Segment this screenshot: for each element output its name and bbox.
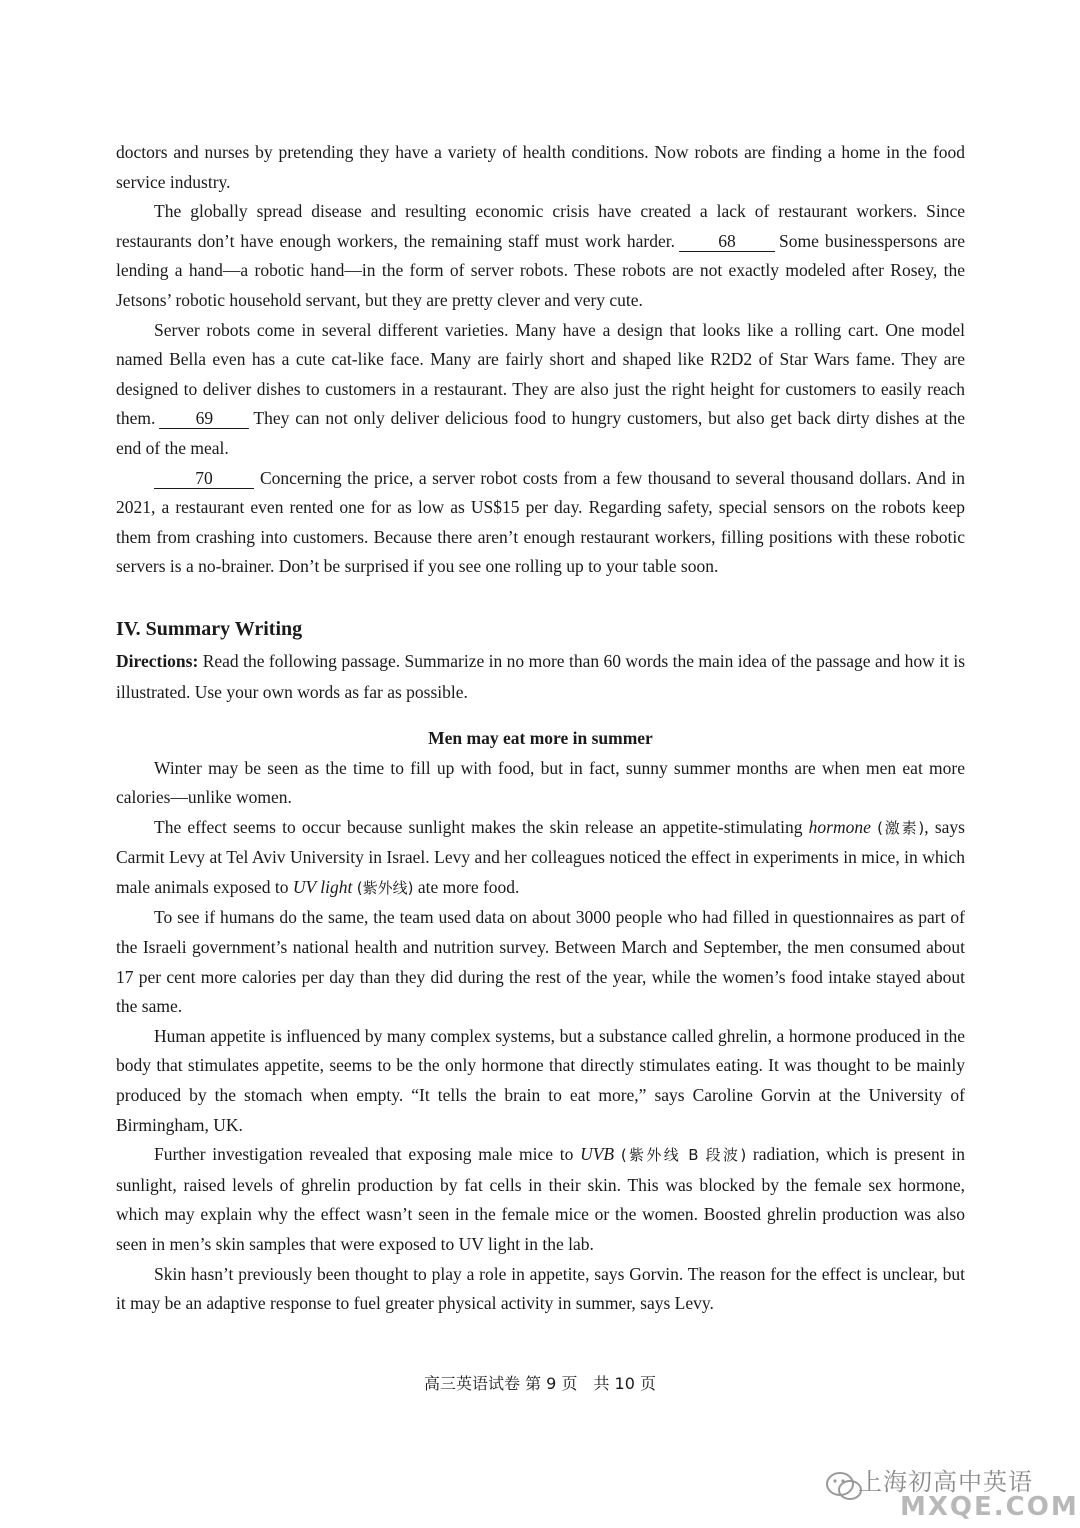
watermark-site: MXQE.COM xyxy=(900,1492,1079,1522)
section-directions: Directions: Read the following passage. Summarize in no more than 60 words the main idea of the passage and how it is illustrated. Use your own words as far as possible. xyxy=(116,650,966,702)
section-heading: IV. Summary Writing xyxy=(116,617,303,640)
passage-paragraph-4: 70 Concerning the price, a server robot costs from a few thousand to several thousand dollars. And in 2021, a restaurant even rented one for as low as US$15 per day. Regarding safety, special sensors on the robots keep them from crashing into customers. Because there aren’t enough restaurant workers, filling positions with these robotic servers is a no-brainer. Don’t be surprised if you see one rolling up to your table soon. xyxy=(116,467,965,577)
article-paragraph-2: The effect seems to occur because sunlight makes the skin release an appetite-stimulating hormone (激素), says Carmit Levy at Tel Aviv University in Israel. Levy and her colleagues noticed the effect in experiments in mice, in which male animals exposed to UV light (紫外线) ate more food. xyxy=(116,816,965,897)
passage-paragraph-1: doctors and nurses by pretending they have a variety of health conditions. Now robots are finding a home in the food service industry. xyxy=(116,142,965,192)
gloss-hormone: (激素) xyxy=(877,818,925,837)
passage-paragraph-3: Server robots come in several different varieties. Many have a design that looks like a rolling cart. One model named Bella even has a cute cat-like face. Many are fairly short and shaped like R2D2 of Star Wars fame. They are designed to deliver dishes to customers in a restaurant. They are also just the right height for customers to easily reach them. 69 They can not only deliver delicious food to hungry customers, but also get back dirty dishes at the end of the meal. xyxy=(116,319,965,458)
article-paragraph-5: Further investigation revealed that exposing male mice to UVB (紫外线 B 段波) radiation, which is present in sunlight, raised levels of ghrelin production by fat cells in their skin. This was blocked by the female sex hormone, which may explain why the effect wasn’t seen in the female mice or the women. Boosted ghrelin production was also seen in men’s skin samples that were exposed to UV light in the lab. xyxy=(116,1144,965,1254)
directions-label: Directions: xyxy=(116,650,199,671)
article-paragraph-6: Skin hasn’t previously been thought to play a role in appetite, says Gorvin. The reason for the effect is unclear, but it may be an adaptive response to fuel greater physical activity in summer, says Levy. xyxy=(116,1263,965,1314)
term-hormone: hormone xyxy=(808,816,871,837)
passage-paragraph-2: The globally spread disease and resulting economic crisis have created a lack of restaurant workers. Since restaurants don’t have enough workers, the remaining staff must work harder. 68 Some businesspersons are lending a hand—a robotic hand—in the form of server robots. These robots are not exactly modeled after Rosey, the Jetsons’ robotic household servant, but they are pretty clever and very cute. xyxy=(116,201,965,310)
page-footer: 高三英语试卷 第 9 页 共 10 页 xyxy=(424,1374,656,1393)
term-uv-light: UV light xyxy=(292,876,353,897)
gloss-uv-light: (紫外线) xyxy=(356,878,414,897)
article-paragraph-3: To see if humans do the same, the team used data on about 3000 people who had filled in questionnaires as part of the Israeli government’s national health and nutrition survey. Between March and September, the men consumed about 17 per cent more calories per day than they did during the rest of the year, while the women’s food intake stayed about the same. xyxy=(116,907,965,1017)
watermark-account: 上海初高中英语 xyxy=(858,1468,1033,1496)
article-paragraph-4: Human appetite is influenced by many complex systems, but a substance called ghrelin, a hormone produced in the body that stimulates appetite, seems to be the only hormone that directly stimulates eating. It was thought to be mainly produced by the stomach when empty. “It tells the brain to eat more,” says Caroline Gorvin at the University of Birmingham, UK. xyxy=(116,1025,965,1135)
term-uvb: UVB xyxy=(580,1144,615,1165)
article-paragraph-1: Winter may be seen as the time to fill up with food, but in fact, sunny summer months are when men eat more calories—unlike women. xyxy=(116,757,965,808)
blank-68: 68 xyxy=(679,231,775,252)
blank-69: 69 xyxy=(159,408,249,429)
article-title: Men may eat more in summer xyxy=(428,727,653,748)
gloss-uvb: (紫外线 B 段波) xyxy=(620,1146,747,1165)
blank-70: 70 xyxy=(154,468,254,489)
exam-page xyxy=(116,138,965,1319)
